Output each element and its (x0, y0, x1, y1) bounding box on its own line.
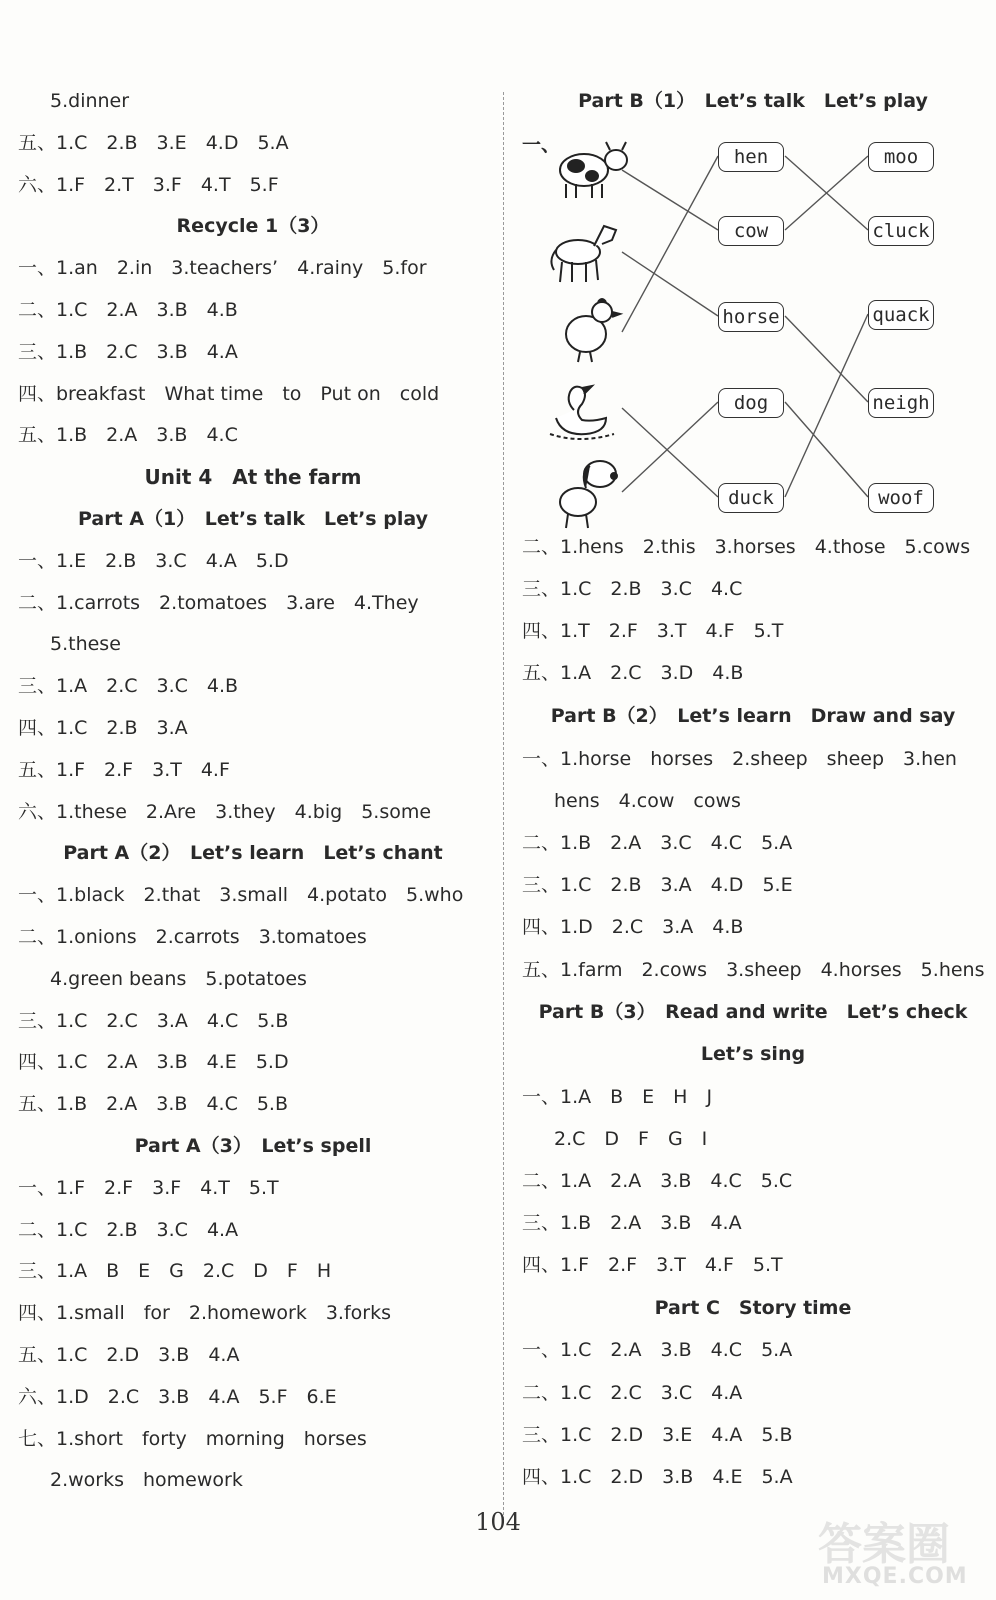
sound-box-neigh: neigh (868, 388, 934, 418)
section-heading: Part C Story time (654, 1297, 852, 1319)
answer-line: 二、1.C 2.A 3.B 4.B (18, 299, 238, 321)
answer-line: 四、1.C 2.A 3.B 4.E 5.D (18, 1051, 289, 1074)
answer-line: 2.works homework (50, 1469, 243, 1492)
section-heading: Part B（2） Let’s learn Draw and say (550, 705, 956, 727)
match-line-word-2 (785, 316, 868, 402)
word-box-cow: cow (718, 216, 784, 246)
watermark-cn: 答案圈 (818, 1519, 950, 1570)
sound-box-woof: woof (868, 483, 934, 513)
word-box-duck: duck (718, 483, 784, 513)
answer-line: 六、1.these 2.Are 3.they 4.big 5.some (18, 800, 432, 823)
answer-line: hens 4.cow cows (554, 790, 741, 812)
answer-line: 六、1.F 2.T 3.F 4.T 5.F (18, 173, 279, 196)
answer-line: 五、1.B 2.A 3.B 4.C 5.B (18, 1093, 289, 1116)
answer-line: 4.green beans 5.potatoes (50, 967, 307, 990)
answer-line: 三、1.C 2.B 3.C 4.C (522, 578, 743, 600)
section-heading: Part B（1） Let’s talk Let’s play (578, 90, 928, 112)
matching-label: 一、 (522, 134, 561, 156)
answer-line: 五、1.A 2.C 3.D 4.B (522, 662, 744, 684)
match-line-animal-4 (622, 402, 718, 492)
answer-line: 三、1.C 2.D 3.E 4.A 5.B (522, 1424, 793, 1446)
matching-exercise (522, 120, 982, 530)
section-heading: Part A（1） Let’s talk Let’s play (78, 508, 428, 530)
section-heading: Unit 4 At the farm (144, 465, 362, 490)
answer-line: 二、1.hens 2.this 3.horses 4.those 5.cows (522, 536, 971, 558)
word-box-horse: horse (718, 302, 784, 332)
word-box-hen: hen (718, 142, 784, 172)
answer-line: 五、1.C 2.B 3.E 4.D 5.A (18, 131, 289, 154)
answer-line: 四、1.F 2.F 3.T 4.F 5.T (522, 1254, 783, 1276)
answer-line: 五、1.B 2.A 3.B 4.C (18, 424, 238, 447)
answer-line: 二、1.carrots 2.tomatoes 3.are 4.They (18, 591, 419, 614)
section-heading: Part A（3） Let’s spell (134, 1135, 372, 1157)
answer-line: 一、1.black 2.that 3.small 4.potato 5.who (18, 884, 464, 907)
dog-icon (560, 461, 617, 528)
answer-line: 5.these (50, 633, 121, 656)
answer-line: 五、1.C 2.D 3.B 4.A (18, 1344, 240, 1366)
answer-line: 一、1.F 2.F 3.F 4.T 5.T (18, 1176, 279, 1199)
answer-line: 四、1.small for 2.homework 3.forks (18, 1302, 391, 1325)
sound-box-quack: quack (868, 300, 934, 330)
answer-line: 三、1.C 2.B 3.A 4.D 5.E (522, 874, 793, 896)
column-divider (503, 92, 504, 1520)
answer-line: 三、1.B 2.C 3.B 4.A (18, 340, 238, 363)
sound-box-moo: moo (868, 142, 934, 172)
match-line-animal-3 (622, 408, 718, 497)
answer-line: 六、1.D 2.C 3.B 4.A 5.F 6.E (18, 1385, 337, 1408)
horse-icon (551, 226, 616, 282)
section-heading: Part A（2） Let’s learn Let’s chant (63, 842, 443, 865)
answer-line: 四、1.T 2.F 3.T 4.F 5.T (522, 620, 784, 642)
answer-line: 一、1.A B E H J (522, 1086, 713, 1108)
answer-line: 五、1.farm 2.cows 3.sheep 4.horses 5.hens (522, 959, 985, 981)
answer-line: 一、1.horse horses 2.sheep sheep 3.hen (522, 748, 957, 770)
duck-icon (550, 386, 614, 439)
answer-line: 一、1.C 2.A 3.B 4.C 5.A (522, 1339, 793, 1361)
answer-line: 四、1.C 2.B 3.A (18, 717, 188, 739)
answer-line: 5.dinner (50, 90, 130, 112)
watermark-text: MXQE.COM (822, 1564, 968, 1589)
answer-line: 三、1.A B E G 2.C D F H (18, 1260, 332, 1283)
match-line-animal-0 (622, 170, 718, 230)
word-box-dog: dog (718, 388, 784, 418)
match-line-word-4 (785, 314, 868, 497)
section-heading: Recycle 1（3） (176, 215, 330, 238)
answer-line: 一、1.E 2.B 3.C 4.A 5.D (18, 549, 289, 572)
answer-line: 二、1.C 2.B 3.C 4.A (18, 1218, 239, 1241)
answer-line: 二、1.A 2.A 3.B 4.C 5.C (522, 1170, 793, 1192)
answer-line: 一、1.an 2.in 3.teachers’ 4.rainy 5.for (18, 257, 427, 280)
answer-line: 二、1.onions 2.carrots 3.tomatoes (18, 926, 367, 948)
hen-icon (566, 299, 620, 362)
answer-line: 七、1.short forty morning horses (18, 1427, 367, 1450)
answer-line: 三、1.C 2.C 3.A 4.C 5.B (18, 1009, 289, 1032)
match-line-word-3 (785, 402, 868, 497)
answer-line: 二、1.B 2.A 3.C 4.C 5.A (522, 832, 793, 854)
answer-line: 2.C D F G I (554, 1128, 708, 1150)
cow-icon (560, 142, 627, 198)
page-number: 104 (475, 1508, 521, 1536)
answer-line: 四、1.C 2.D 3.B 4.E 5.A (522, 1466, 793, 1488)
answer-line: 五、1.F 2.F 3.T 4.F (18, 758, 230, 781)
section-heading: Let’s sing (700, 1043, 806, 1065)
section-heading: Part B（3） Read and write Let’s check (538, 1001, 968, 1023)
answer-line: 三、1.B 2.A 3.B 4.A (522, 1212, 742, 1234)
answer-line: 四、breakfast What time to Put on cold (18, 382, 440, 405)
answer-line: 四、1.D 2.C 3.A 4.B (522, 916, 744, 938)
answer-line: 二、1.C 2.C 3.C 4.A (522, 1382, 743, 1404)
sound-box-cluck: cluck (868, 216, 934, 246)
answer-line: 三、1.A 2.C 3.C 4.B (18, 675, 239, 698)
watermark-logo (804, 1506, 974, 1590)
